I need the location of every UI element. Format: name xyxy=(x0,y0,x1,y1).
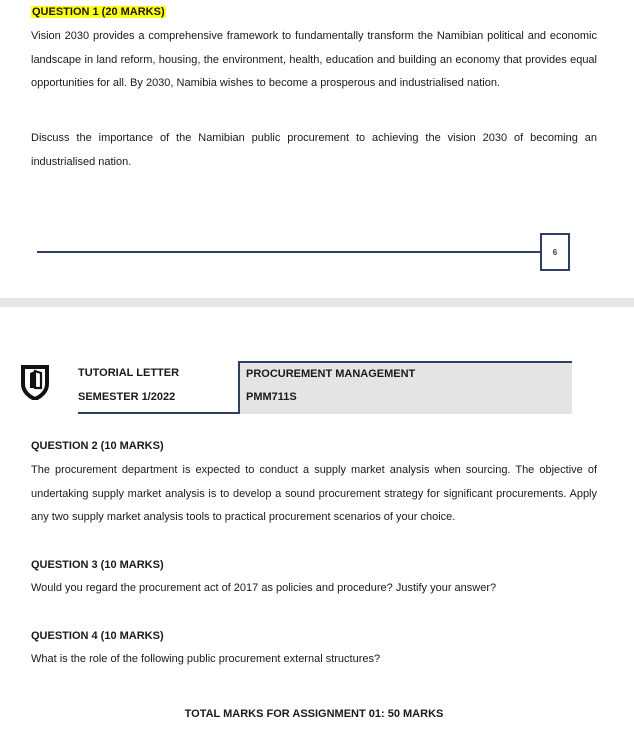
question-3-text: Would you regard the procurement act of 2017 as policies and procedure? Justify your answer? xyxy=(31,582,497,594)
header-right xyxy=(238,361,572,414)
semester-label: SEMESTER 1/2022 xyxy=(78,391,176,403)
question-2-text: The procurement department is expected to conduct a supply market analysis when sourcing. The objective of undertaking supply market analysis is to develop a sound procurement strategy for significant procurements. Apply any two supply market analysis tools to practical procurement scenarios of your choice. xyxy=(31,464,597,523)
page-number: 6 xyxy=(540,233,570,271)
tutorial-letter-label: TUTORIAL LETTER xyxy=(78,367,180,379)
footer-divider xyxy=(37,251,541,253)
question-1-text: Vision 2030 provides a comprehensive framework to fundamentally transform the Namibian political and economic landscape in land reform, housing, the environment, health, education and building an economy that provides equal opportunities for all. By 2030, Namibia wishes to become a prosperous and industrialised nation. xyxy=(31,30,597,89)
question-1-highlight: QUESTION 1 (20 MARKS) xyxy=(32,6,165,18)
question-2-title: QUESTION 2 (10 MARKS) xyxy=(31,440,164,452)
page-separator xyxy=(0,298,634,307)
question-4-text: What is the role of the following public procurement external structures? xyxy=(31,653,381,665)
total-marks: TOTAL MARKS FOR ASSIGNMENT 01: 50 MARKS xyxy=(184,708,444,720)
question-1-prompt: Discuss the importance of the Namibian public procurement to achieving the vision 2030 of becoming an industrialised nation. xyxy=(31,132,597,168)
header-divider xyxy=(78,412,239,414)
university-shield-logo-icon xyxy=(20,364,50,400)
header-left xyxy=(78,360,238,414)
question-4-title: QUESTION 4 (10 MARKS) xyxy=(31,630,164,642)
course-code: PMM711S xyxy=(246,391,297,403)
question-1-title xyxy=(31,6,166,18)
course-name: PROCUREMENT MANAGEMENT xyxy=(246,368,416,380)
question-3-title: QUESTION 3 (10 MARKS) xyxy=(31,559,164,571)
